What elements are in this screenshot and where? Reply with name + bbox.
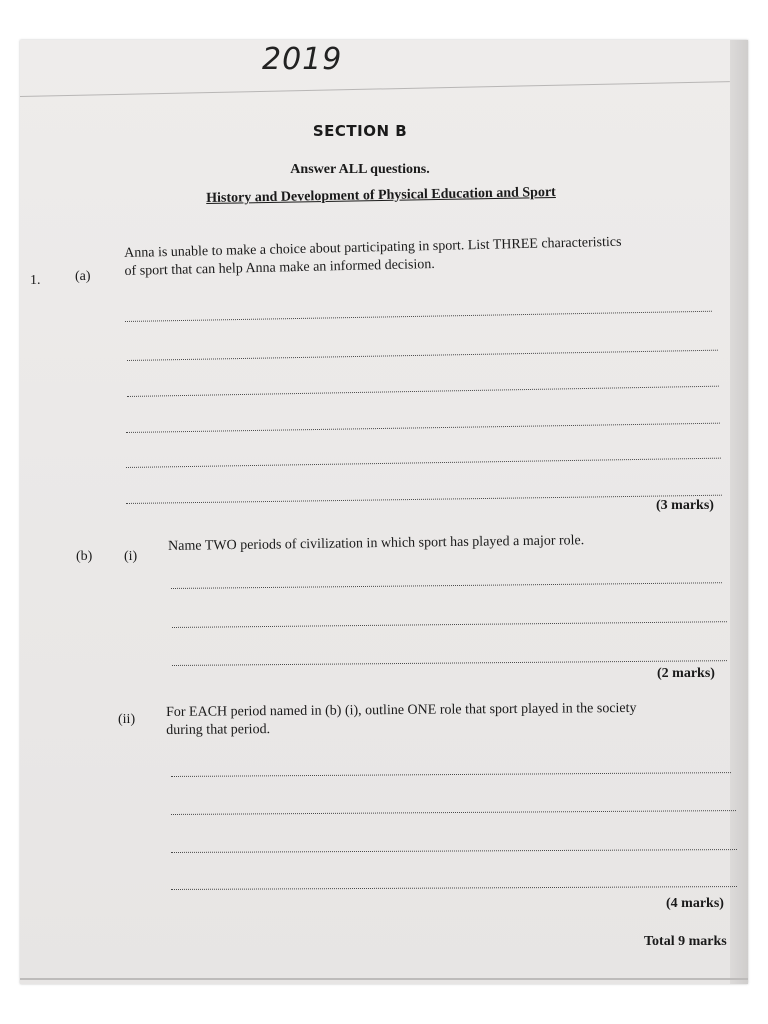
answer-line[interactable] [171, 582, 722, 589]
answer-line[interactable] [171, 772, 731, 777]
handwritten-year: 2019 [262, 42, 343, 77]
part-a-question [124, 234, 622, 281]
answer-line[interactable] [171, 849, 737, 853]
total-marks: Total 9 marks [644, 934, 727, 949]
answer-line[interactable] [171, 810, 736, 815]
answer-line[interactable] [126, 495, 722, 504]
part-b-ii-marks: (4 marks) [666, 896, 724, 911]
answer-line[interactable] [127, 386, 719, 397]
answer-line[interactable] [126, 423, 720, 433]
answer-line[interactable] [127, 350, 718, 361]
instructions: Answer ALL questions. [290, 162, 430, 177]
question-number: 1. [30, 273, 41, 288]
section-title: SECTION B [312, 122, 408, 140]
part-a-line-2: of sport that can help Anna make an informed decision. [124, 256, 435, 279]
part-a-label: (a) [75, 269, 91, 284]
answer-line[interactable] [171, 886, 737, 890]
part-a-marks: (3 marks) [656, 498, 714, 513]
part-b-ii-line-2: during that period. [166, 722, 271, 738]
part-b-i-marks: (2 marks) [657, 666, 715, 681]
topic-heading: History and Development of Physical Education and Sport [206, 184, 556, 207]
part-b-ii-line-1: For EACH period named in (b) (i), outline ONE role that sport played in the society [166, 700, 637, 720]
part-a-line-1: Anna is unable to make a choice about participating in sport. List THREE characteristics [124, 234, 622, 261]
answer-line[interactable] [172, 621, 727, 628]
part-b-ii-question [166, 700, 637, 740]
answer-line[interactable] [125, 311, 712, 322]
part-b-label: (b) [76, 549, 93, 564]
answer-line[interactable] [126, 458, 721, 468]
part-b-i-label: (i) [124, 549, 138, 564]
answer-line[interactable] [172, 660, 727, 666]
exam-page [20, 40, 748, 984]
header-rule [20, 81, 730, 97]
part-b-i-question: Name TWO periods of civilization in which sport has played a major role. [168, 533, 585, 554]
part-b-ii-label: (ii) [118, 712, 136, 727]
page-bottom-edge [20, 978, 748, 980]
